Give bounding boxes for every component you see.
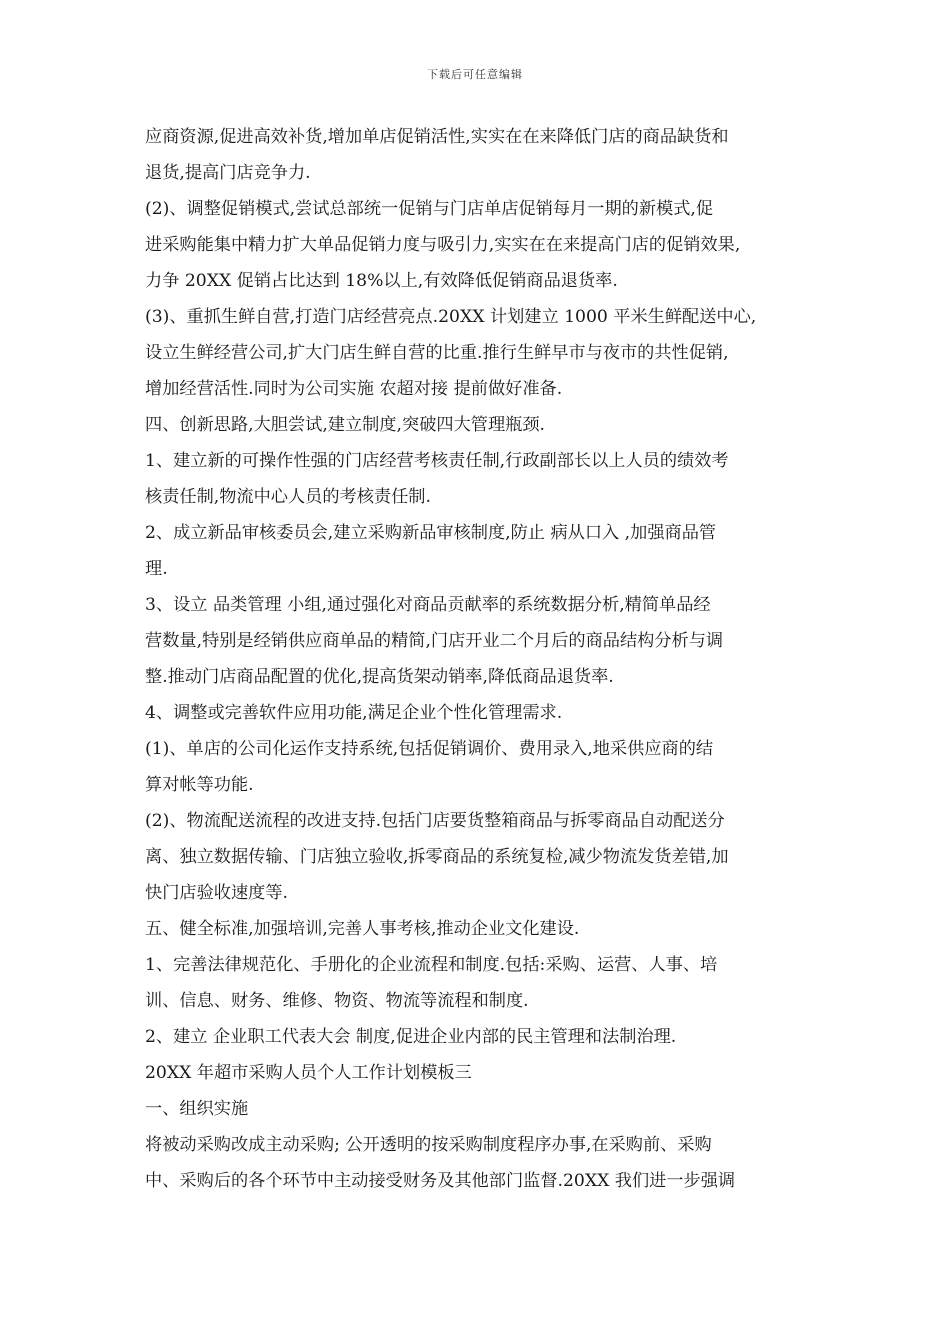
text-line: 设立生鲜经营公司,扩大门店生鲜自营的比重.推行生鲜早市与夜市的共性促销, (145, 343, 729, 363)
text-line: 营数量,特别是经销供应商单品的精简,门店开业二个月后的商品结构分析与调 (145, 631, 724, 651)
text-line: (3)、重抓生鲜自营,打造门店经营亮点.20XX 计划建立 1000 平米生鲜配送中心, (145, 307, 757, 327)
document-body (145, 121, 817, 1201)
section-heading: 一、组织实施 (145, 1099, 249, 1119)
text-line: 离、独立数据传输、门店独立验收,拆零商品的系统复检,减少物流发货差错,加 (145, 847, 729, 867)
text-line: 增加经营活性.同时为公司实施 农超对接 提前做好准备. (145, 379, 563, 399)
text-line: 2、成立新品审核委员会,建立采购新品审核制度,防止 病从口入 ,加强商品管 (145, 523, 717, 543)
text-line: 4、调整或完善软件应用功能,满足企业个性化管理需求. (145, 703, 563, 723)
text-line: 训、信息、财务、维修、物资、物流等流程和制度. (145, 991, 529, 1011)
text-line: 1、完善法律规范化、手册化的企业流程和制度.包括:采购、运营、人事、培 (145, 955, 718, 975)
text-line: 整.推动门店商品配置的优化,提高货架动销率,降低商品退货率. (145, 667, 614, 687)
text-line: 理. (145, 559, 168, 579)
text-line: 1、建立新的可操作性强的门店经营考核责任制,行政副部长以上人员的绩效考 (145, 451, 729, 471)
text-line: 中、采购后的各个环节中主动接受财务及其他部门监督.20XX 我们进一步强调 (145, 1171, 736, 1191)
text-line: (2)、物流配送流程的改进支持.包括门店要货整箱商品与拆零商品自动配送分 (145, 811, 725, 831)
text-line: 应商资源,促进高效补货,增加单店促销活性,实实在在来降低门店的商品缺货和 (145, 127, 729, 147)
document-subtitle: 20XX 年超市采购人员个人工作计划模板三 (145, 1063, 472, 1083)
section-heading: 五、健全标准,加强培训,完善人事考核,推动企业文化建设. (145, 919, 580, 939)
text-line: 快门店验收速度等. (145, 883, 288, 903)
text-line: (1)、单店的公司化运作支持系统,包括促销调价、费用录入,地采供应商的结 (145, 739, 714, 759)
page-header: 下载后可任意编辑 (427, 68, 523, 81)
text-line: 核责任制,物流中心人员的考核责任制. (145, 487, 431, 507)
text-line: 力争 20XX 促销占比达到 18%以上,有效降低促销商品退货率. (145, 271, 618, 291)
section-heading: 四、创新思路,大胆尝试,建立制度,突破四大管理瓶颈. (145, 415, 545, 435)
text-line: 2、建立 企业职工代表大会 制度,促进企业内部的民主管理和法制治理. (145, 1027, 677, 1047)
text-line: 退货,提高门店竞争力. (145, 163, 311, 183)
text-line: 将被动采购改成主动采购; 公开透明的按采购制度程序办事,在采购前、采购 (145, 1135, 712, 1155)
text-line: 进采购能集中精力扩大单品促销力度与吸引力,实实在在来提高门店的促销效果, (145, 235, 741, 255)
text-line: 3、设立 品类管理 小组,通过强化对商品贡献率的系统数据分析,精简单品经 (145, 595, 711, 615)
text-line: (2)、调整促销模式,尝试总部统一促销与门店单店促销每月一期的新模式,促 (145, 199, 714, 219)
text-line: 算对帐等功能. (145, 775, 254, 795)
